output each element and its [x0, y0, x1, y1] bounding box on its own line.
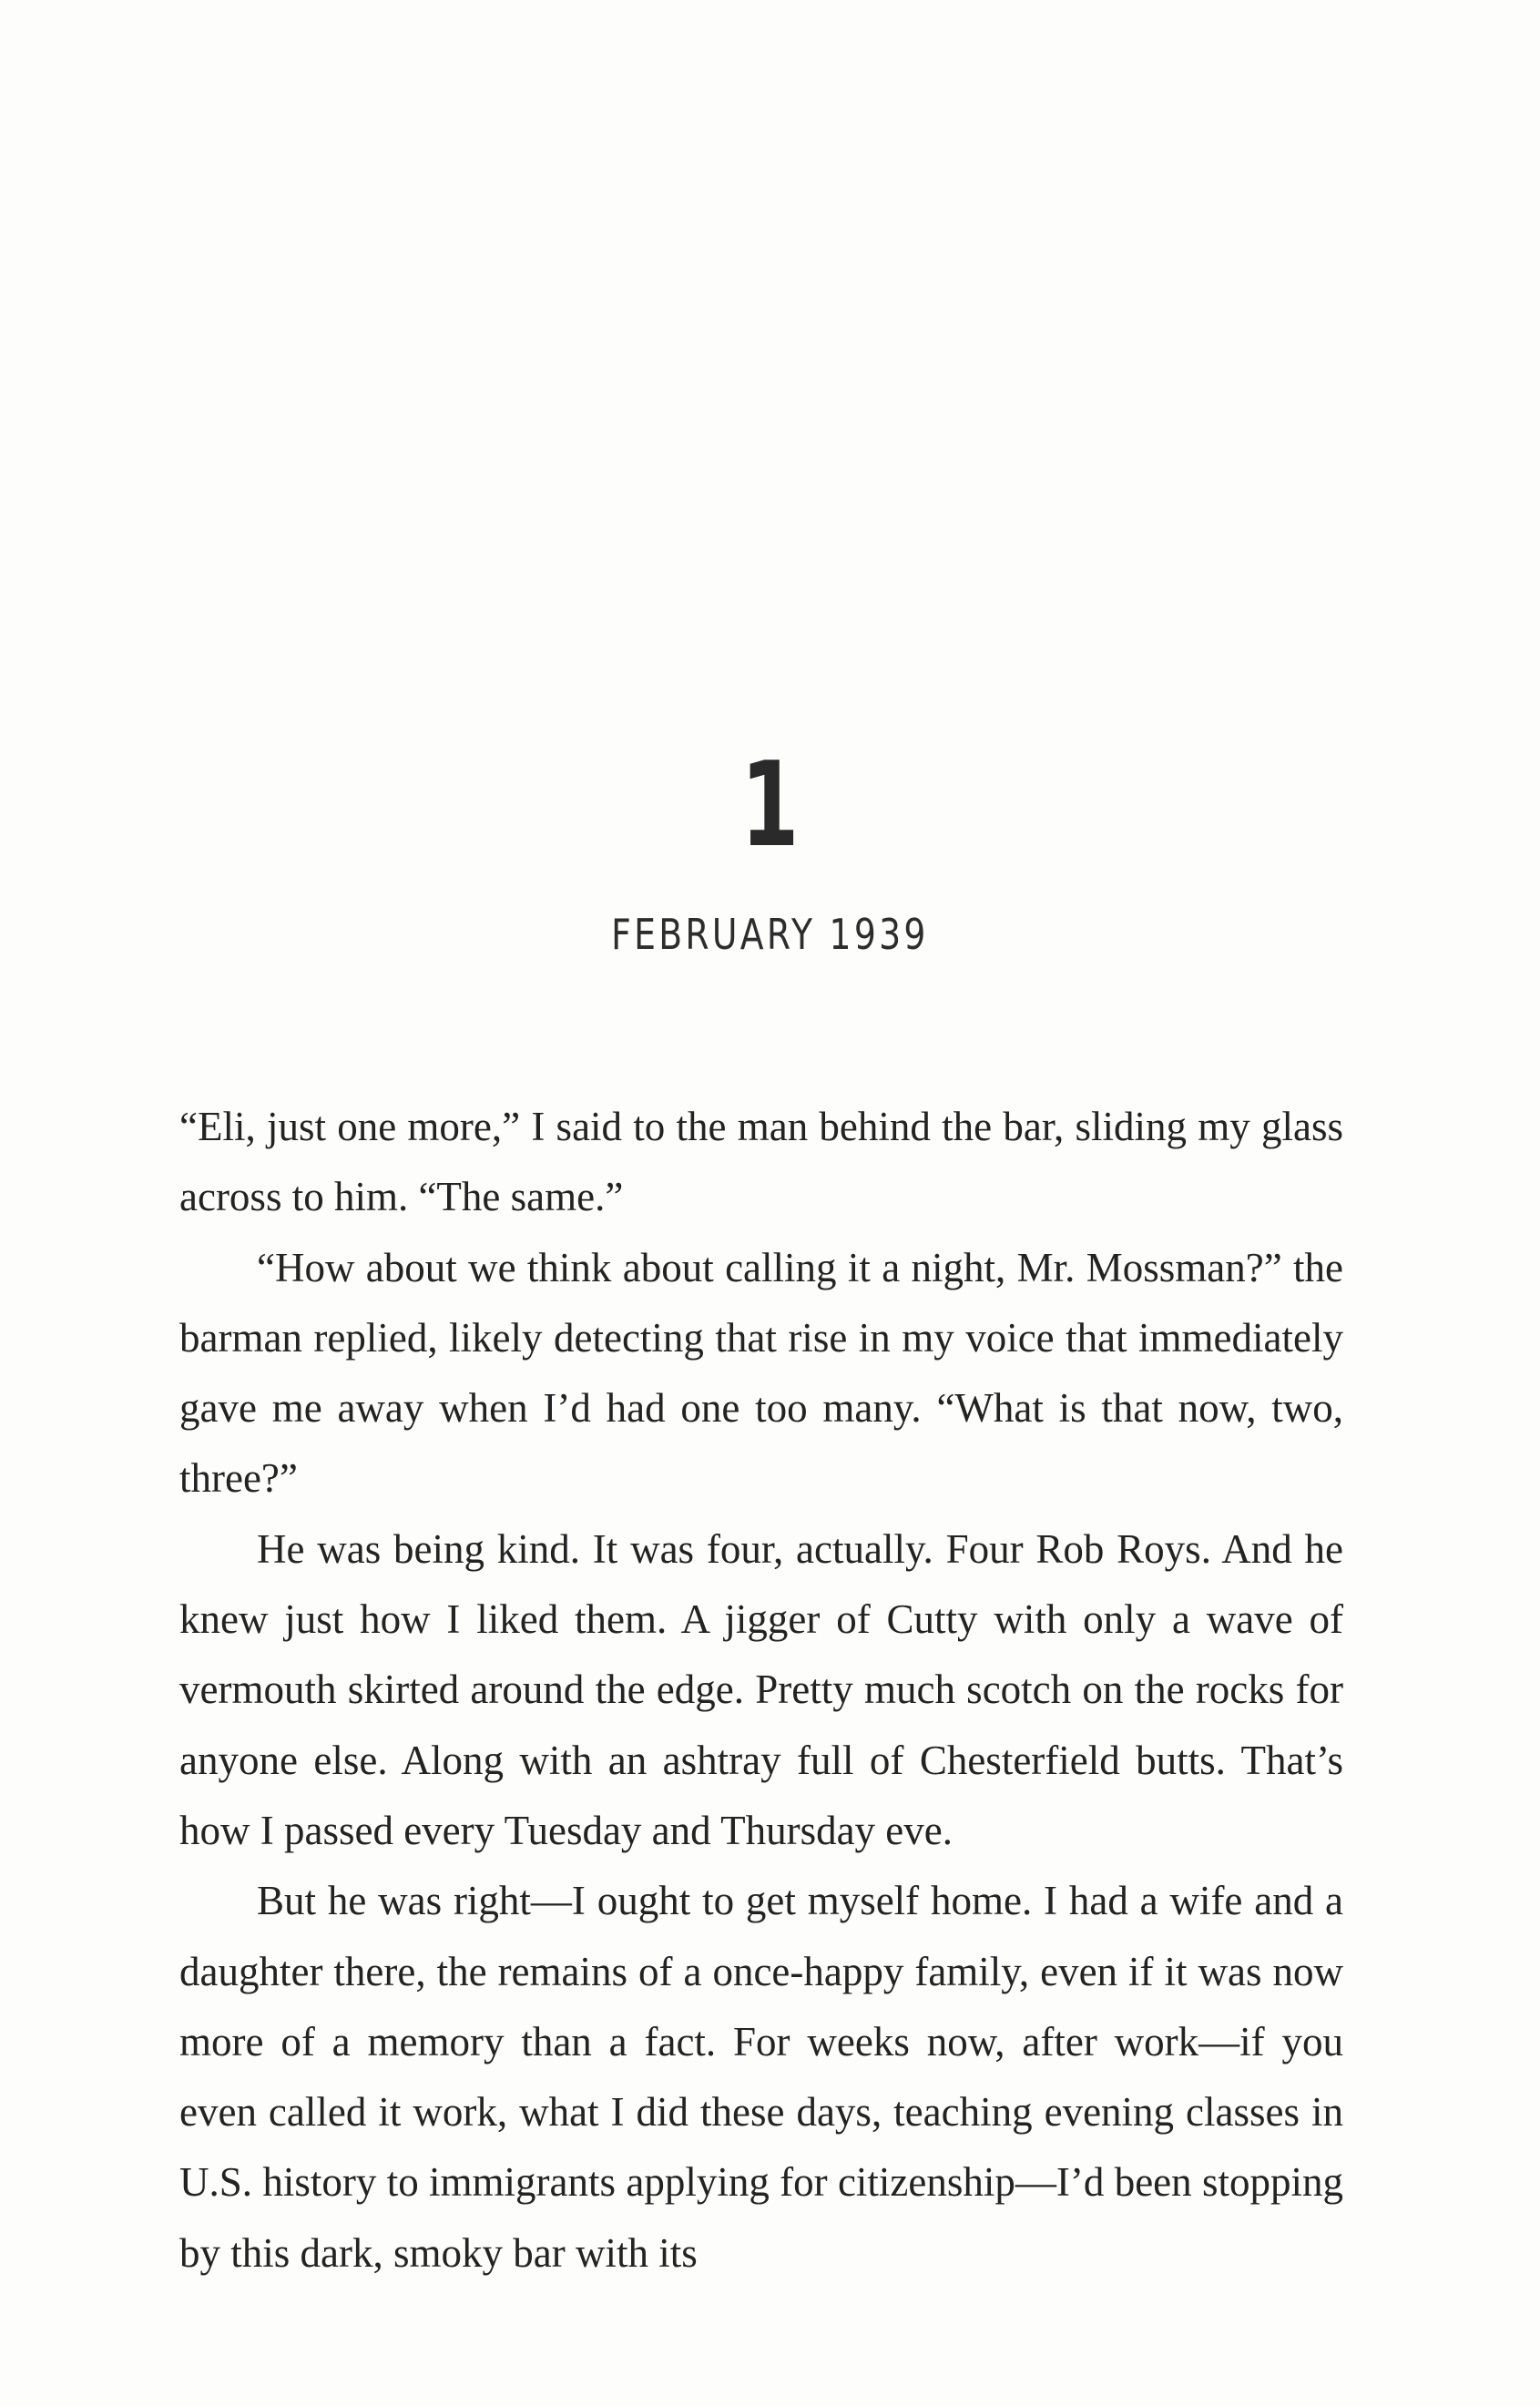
chapter-body-text — [179, 1092, 1343, 2289]
chapter-number: 1 — [740, 738, 800, 873]
paragraph: He was being kind. It was four, actually. Four Rob Roys. And he knew just how I liked them. A jigger of Cutty with only a wave of vermouth skirted around the edge. Pretty much scotch on the rocks for anyone else. Along with an ashtray full of Chesterfield butts. That’s how I passed every Tuesday and Thursday eve. — [179, 1525, 1343, 1853]
chapter-date-heading: FEBRUARY 1939 — [611, 910, 929, 959]
paragraph: “How about we think about calling it a night, Mr. Mossman?” the barman replied, likely detecting that rise in my voice that immediately gave me away when I’d had one too many. “What is that now, two, three?” — [179, 1244, 1343, 1502]
paragraph: “Eli, just one more,” I said to the man behind the bar, sliding my glass across to him. “The same.” — [179, 1104, 1343, 1220]
paragraph: But he was right—I ought to get myself home. I had a wife and a daughter there, the remains of a once-happy family, even if it was now more of a memory than a fact. For weeks now, after work—if you even called it work, what I did these days, teaching evening classes in U.S. history to immigrants applying for citizenship—I’d been stopping by this dark, smoky bar with its — [179, 1878, 1343, 2276]
